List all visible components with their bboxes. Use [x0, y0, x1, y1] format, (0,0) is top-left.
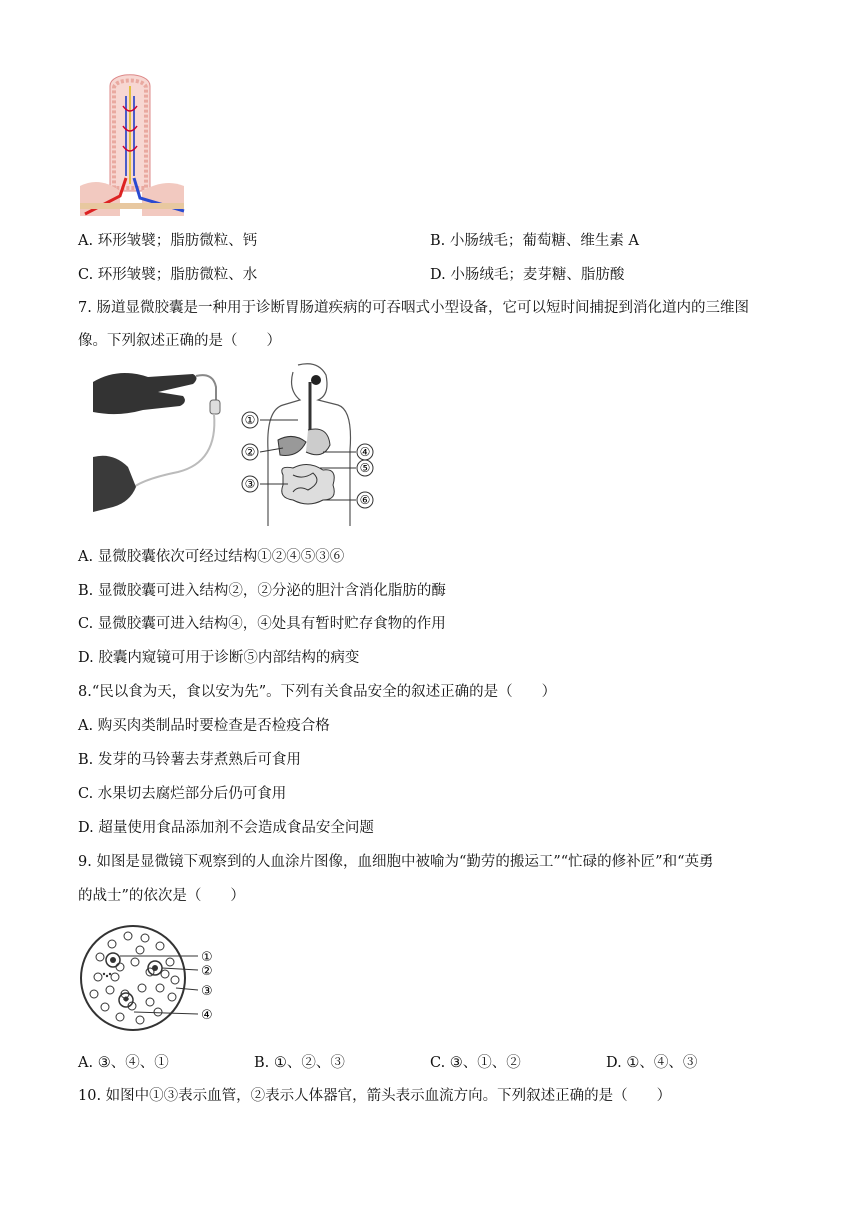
q8-option-a: A. 购买肉类制品时要检查是否检疫合格 — [78, 718, 330, 734]
q7-option-c: C. 显微胶囊可进入结构④，④处具有暂时贮存食物的作用 — [78, 616, 446, 632]
q8-option-d: D. 超量使用食品添加剂不会造成食品安全问题 — [78, 820, 374, 836]
digestive-label-1: ① — [244, 413, 256, 427]
blood-label-3: ③ — [201, 984, 213, 999]
digestive-label-4: ④ — [359, 445, 371, 459]
q8-option-c: C. 水果切去腐烂部分后仍可食用 — [78, 786, 287, 802]
q9-option-c: C. ③、①、② — [430, 1055, 521, 1071]
digestive-label-2: ② — [244, 445, 256, 459]
blood-label-2: ② — [201, 964, 213, 979]
q7-stem-line1: 7. 肠道显微胶囊是一种用于诊断胃肠道疾病的可吞咽式小型设备，它可以短时间捕捉到消化道内的三维图 — [78, 300, 749, 316]
digestive-system-diagram — [238, 360, 378, 528]
q7-option-a: A. 显微胶囊依次可经过结构①②④⑤③⑥ — [78, 549, 345, 565]
q7-option-b: B. 显微胶囊可进入结构②，②分泌的胆汁含消化脂肪的酶 — [78, 583, 446, 599]
q8-option-b: B. 发芽的马铃薯去芽煮熟后可食用 — [78, 752, 301, 768]
digestive-label-3: ③ — [244, 477, 256, 491]
q9-option-a: A. ③、④、① — [78, 1055, 169, 1071]
q6-option-d: D. 小肠绒毛；麦芽糖、脂肪酸 — [430, 267, 625, 283]
blood-smear-diagram — [80, 922, 225, 1034]
digestive-label-6: ⑥ — [359, 493, 371, 507]
q6-option-c: C. 环形皱襞；脂肪微粒、水 — [78, 267, 258, 283]
villus-diagram — [80, 66, 185, 218]
digestive-label-5: ⑤ — [359, 461, 371, 475]
q7-stem-line2: 像。下列叙述正确的是（ ） — [78, 333, 281, 349]
q6-option-a: A. 环形皱襞；脂肪微粒、钙 — [78, 233, 258, 249]
q9-option-d: D. ①、④、③ — [606, 1055, 698, 1071]
q9-option-b: B. ①、②、③ — [254, 1055, 345, 1071]
q9-stem-line1: 9. 如图是显微镜下观察到的人血涂片图像，血细胞中被喻为“勤劳的搬运工”“忙碌的修补匠”和“英勇 — [78, 854, 714, 870]
q7-option-d: D. 胶囊内窥镜可用于诊断⑤内部结构的病变 — [78, 650, 360, 666]
blood-label-1: ① — [201, 950, 213, 965]
q9-stem-line2: 的战士”的依次是（ ） — [78, 888, 245, 904]
q8-stem: 8.“民以食为天，食以安为先”。下列有关食品安全的叙述正确的是（ ） — [78, 684, 557, 700]
blood-label-4: ④ — [201, 1008, 213, 1023]
q6-option-b: B. 小肠绒毛；葡萄糖、维生素 A — [430, 233, 639, 249]
q10-stem: 10. 如图中①③表示血管，②表示人体器官，箭头表示血流方向。下列叙述正确的是（ ） — [78, 1088, 672, 1104]
capsule-photo — [88, 362, 230, 522]
